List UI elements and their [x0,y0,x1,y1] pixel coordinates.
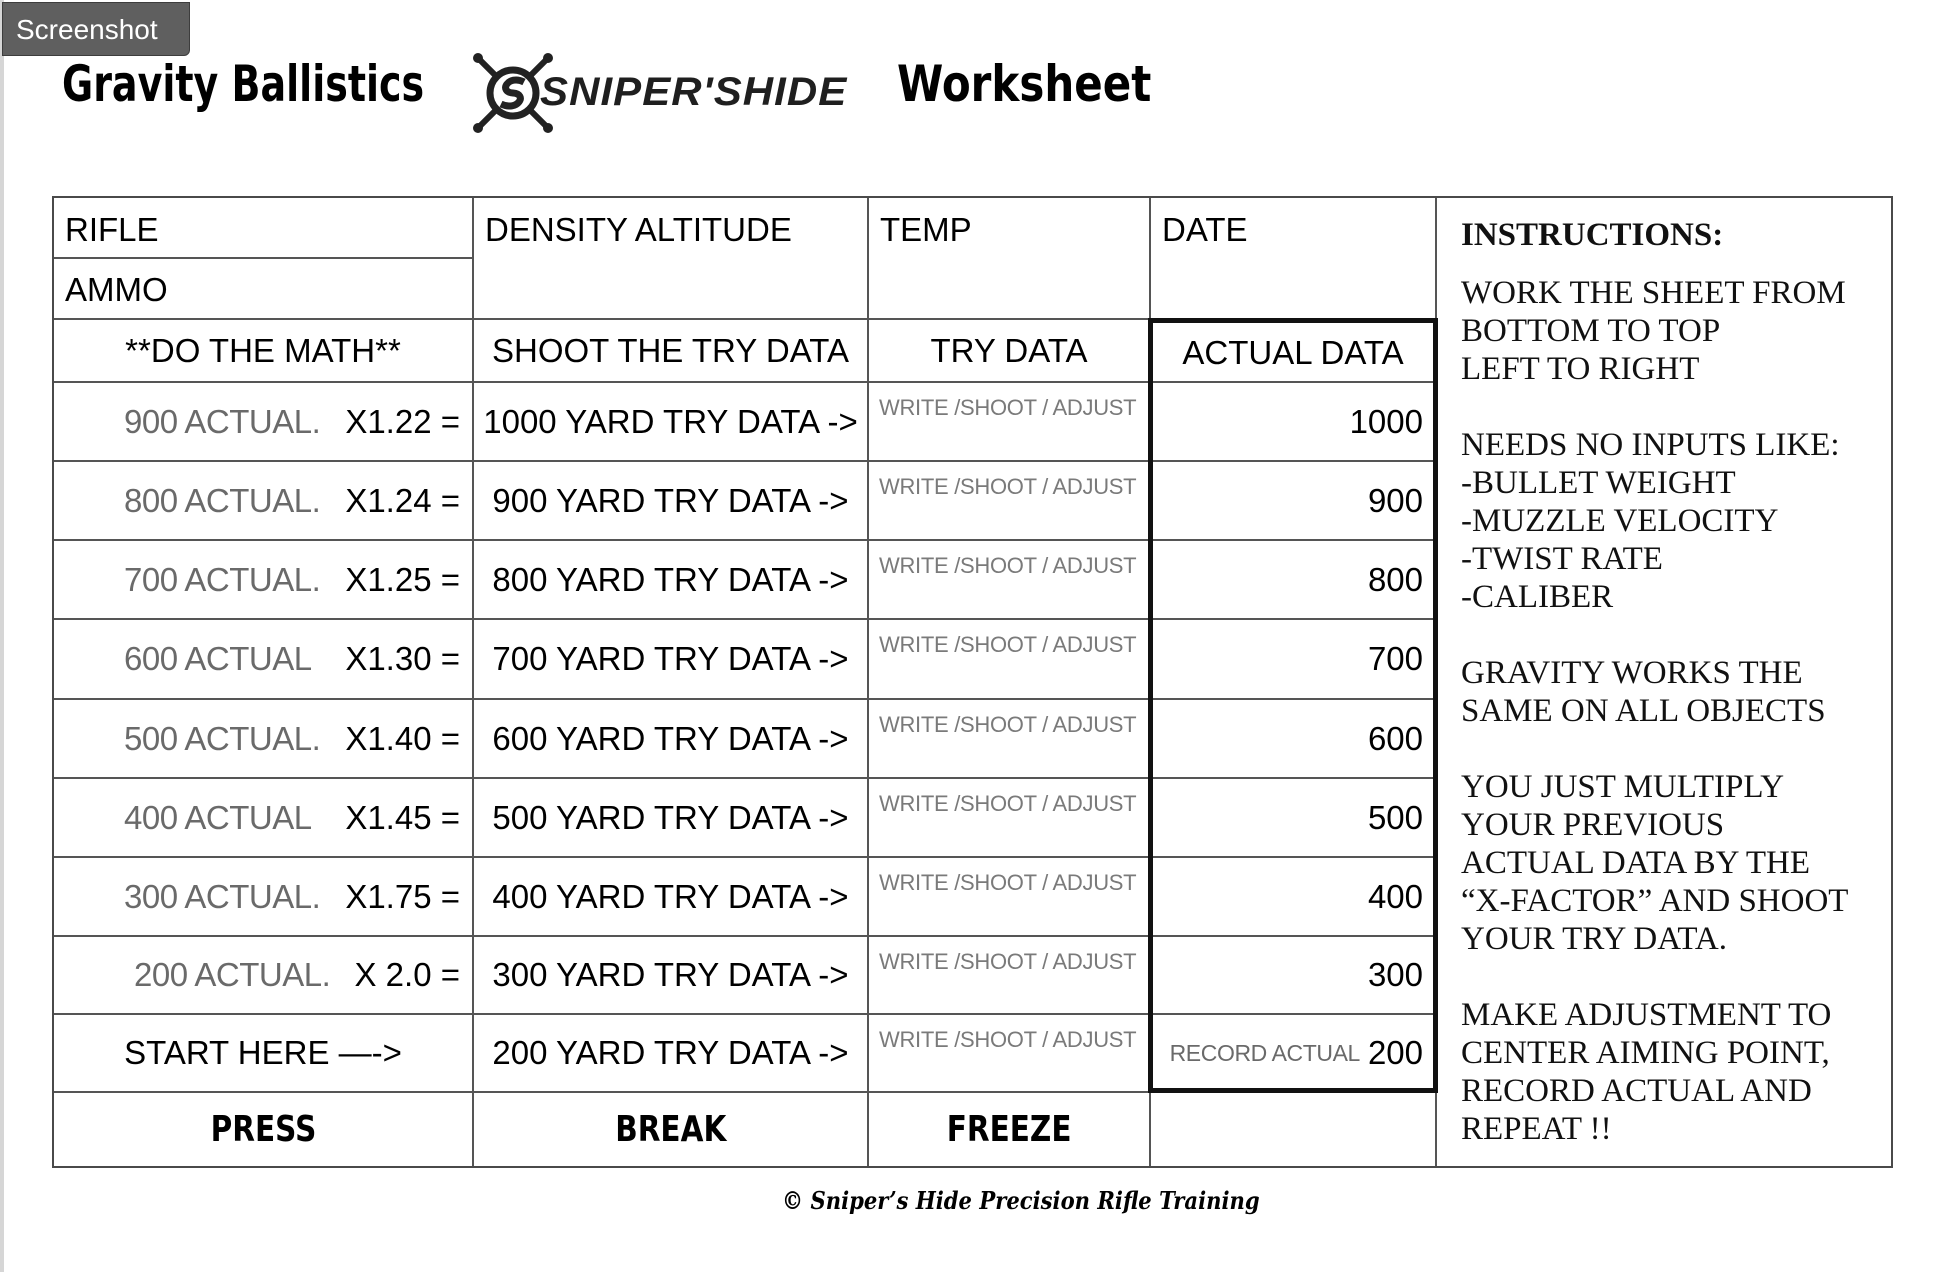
instruction-line: BOTTOM TO TOP [1461,313,1721,349]
date-label: DATE [1162,211,1248,248]
instructions-para-2 [1461,426,1891,616]
instructions-para-1 [1461,274,1891,388]
try-label-row-3: 800 YARD TRY DATA -> [492,560,849,598]
multiplier-text: X1.22 = [345,402,460,440]
actual-data-box [1148,318,1438,1093]
math-actual-text: 600 ACTUAL [124,640,312,677]
math-actual-text: 200 ACTUAL. [134,956,331,993]
instructions-panel [1461,216,1891,1186]
window-edge [0,0,4,1272]
instruction-line: RECORD ACTUAL AND [1461,1073,1812,1109]
multiplier-text: X 2.0 = [354,956,460,993]
instructions-heading: INSTRUCTIONS: [1461,217,1724,253]
actual-yardage: 700 [1367,640,1423,677]
try-data-input-row-7[interactable]: WRITE /SHOOT / ADJUST [879,870,1137,895]
shoot-try-data-header: SHOOT THE TRY DATA [492,331,849,369]
logo-brand2-text: HIDE [742,70,848,114]
worksheet-label: Worksheet [897,55,1152,113]
instruction-line: YOU JUST MULTIPLY [1461,769,1785,805]
press-label [54,1093,472,1166]
try-data-input-row-3[interactable]: WRITE /SHOOT / ADJUST [879,553,1137,578]
try-data-input-row-6[interactable]: WRITE /SHOOT / ADJUST [879,791,1137,816]
screenshot-badge: Screenshot [2,2,190,56]
instruction-line: -BULLET WEIGHT [1461,465,1736,501]
try-label-row-5: 600 YARD TRY DATA -> [492,719,849,757]
instruction-line: SAME ON ALL OBJECTS [1461,693,1826,729]
worksheet-title: Gravity Ballistics [62,55,425,113]
try-label-row-2: 900 YARD TRY DATA -> [492,481,849,519]
math-cell-row-3 [54,541,472,618]
instructions-para-5 [1461,996,1891,1148]
instruction-line: CENTER AIMING POINT, [1461,1035,1830,1071]
actual-yardage: 400 [1367,877,1423,915]
instruction-line: YOUR PREVIOUS [1461,807,1725,843]
math-cell-row-1 [54,383,472,460]
multiplier-text: X1.30 = [345,640,460,677]
actual-yardage: 600 [1367,719,1423,757]
do-the-math-header: **DO THE MATH** [125,331,401,369]
try-data-header: TRY DATA [930,331,1088,369]
instruction-line: -MUZZLE VELOCITY [1461,503,1779,539]
break-label [474,1093,867,1166]
snipers-hide-logo [468,52,868,134]
density-altitude-label: DENSITY ALTITUDE [485,211,792,248]
instruction-line: -CALIBER [1461,579,1614,615]
start-here-text: START HERE —-> [124,1034,402,1071]
freeze-text: FREEZE [946,1109,1072,1150]
try-data-input-row-5[interactable]: WRITE /SHOOT / ADJUST [879,712,1137,737]
start-here-cell [54,1015,472,1091]
instructions-para-4 [1461,768,1891,958]
instruction-line: YOUR TRY DATA. [1461,921,1727,957]
record-actual-prefix: RECORD ACTUAL [1169,1039,1360,1066]
actual-yardage: 300 [1367,956,1423,993]
try-data-input-row-1[interactable]: WRITE /SHOOT / ADJUST [879,395,1137,420]
multiplier-text: X1.40 = [345,719,460,757]
try-data-input-row-8[interactable]: WRITE /SHOOT / ADJUST [879,949,1137,974]
ammo-label: AMMO [65,271,168,308]
instruction-line: WORK THE SHEET FROM [1461,275,1846,311]
instructions-para-3 [1461,654,1891,730]
press-text: PRESS [210,1109,316,1150]
instruction-line: MAKE ADJUSTMENT TO [1461,997,1832,1033]
break-text: BREAK [614,1109,727,1150]
try-data-input-row-4[interactable]: WRITE /SHOOT / ADJUST [879,632,1137,657]
actual-yardage: 800 [1367,560,1423,598]
instruction-line: “X-FACTOR” AND SHOOT [1461,883,1849,919]
math-actual-text: 300 ACTUAL. [124,877,321,915]
actual-yardage: 1000 [1349,402,1423,440]
try-data-input-row-9[interactable]: WRITE /SHOOT / ADJUST [879,1027,1137,1052]
math-cell-row-4 [54,620,472,698]
multiplier-text: X1.24 = [345,481,460,519]
try-label-row-9: 200 YARD TRY DATA -> [492,1034,849,1071]
rifle-label: RIFLE [65,211,159,248]
logo-wordmark [540,70,847,115]
math-cell-row-7 [54,858,472,935]
instruction-line: NEEDS NO INPUTS LIKE: [1461,427,1840,463]
try-label-row-6: 500 YARD TRY DATA -> [492,798,849,836]
math-actual-text: 700 ACTUAL. [124,560,321,598]
multiplier-text: X1.75 = [345,877,460,915]
math-actual-text: 500 ACTUAL. [124,719,321,757]
try-label-row-8: 300 YARD TRY DATA -> [492,956,849,993]
math-cell-row-5 [54,700,472,777]
instruction-line: GRAVITY WORKS THE [1461,655,1803,691]
multiplier-text: X1.45 = [345,798,460,836]
try-data-input-row-2[interactable]: WRITE /SHOOT / ADJUST [879,474,1137,499]
actual-yardage: 200 [1367,1034,1423,1071]
freeze-label [869,1093,1149,1166]
math-cell-row-6 [54,779,472,856]
temp-label: TEMP [880,211,972,248]
math-cell-row-8 [54,937,472,1013]
multiplier-text: X1.25 = [345,560,460,598]
math-actual-text: 800 ACTUAL. [124,481,321,519]
math-actual-text: 400 ACTUAL [124,798,312,836]
math-actual-text: 900 ACTUAL. [124,402,321,440]
instruction-line: ACTUAL DATA BY THE [1461,845,1811,881]
instruction-line: -TWIST RATE [1461,541,1663,577]
actual-yardage: 900 [1367,481,1423,519]
instruction-line: LEFT TO RIGHT [1461,351,1700,387]
actual-data-header: ACTUAL DATA [1182,333,1404,371]
try-label-row-4: 700 YARD TRY DATA -> [492,640,849,677]
instruction-line: REPEAT !! [1461,1111,1612,1147]
actual-yardage: 500 [1367,798,1423,836]
copyright-footer: © Sniper’s Hide Precision Rifle Training [782,1186,1260,1215]
try-label-row-1: 1000 YARD TRY DATA -> [483,402,858,440]
math-cell-row-2 [54,462,472,539]
logo-brand-text: SNIPER'S [540,70,743,114]
try-label-row-7: 400 YARD TRY DATA -> [492,877,849,915]
